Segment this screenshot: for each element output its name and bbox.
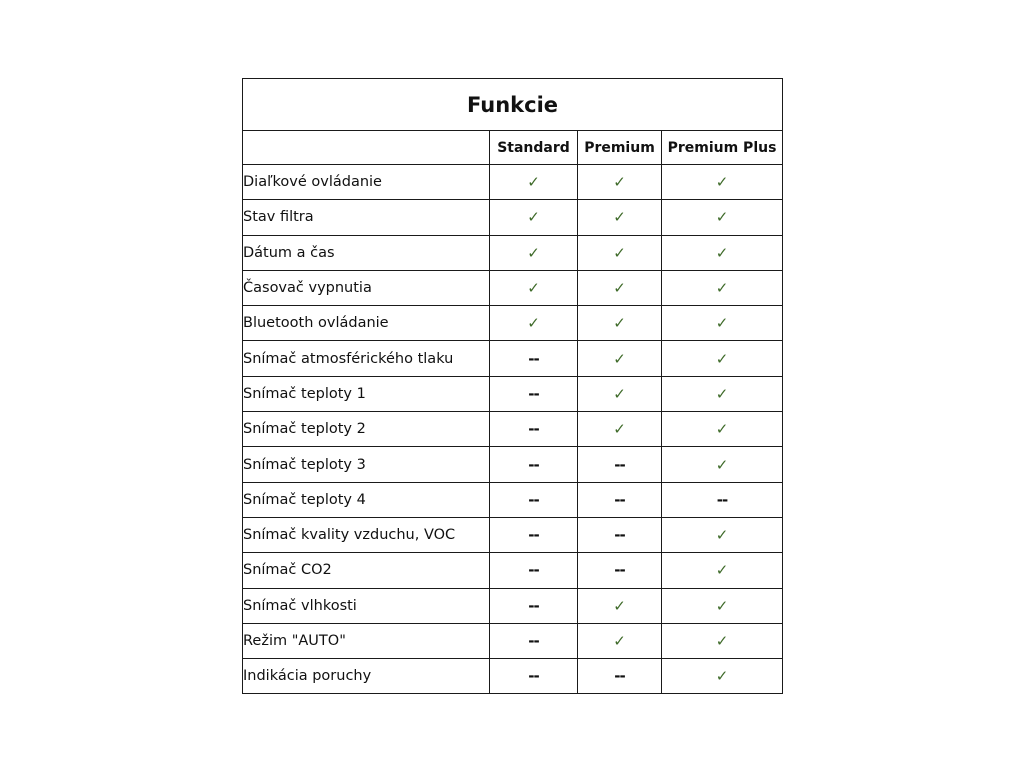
not-available-dash: --	[578, 659, 662, 694]
not-available-dash: --	[662, 482, 783, 517]
not-available-dash: --	[490, 588, 578, 623]
check-icon: ✓	[662, 447, 783, 482]
check-icon: ✓	[578, 200, 662, 235]
feature-name: Režim "AUTO"	[243, 623, 490, 658]
column-header-standard: Standard	[490, 131, 578, 165]
feature-name: Snímač teploty 4	[243, 482, 490, 517]
feature-name: Snímač kvality vzduchu, VOC	[243, 517, 490, 552]
feature-name: Snímač vlhkosti	[243, 588, 490, 623]
feature-name: Bluetooth ovládanie	[243, 306, 490, 341]
check-icon: ✓	[662, 553, 783, 588]
check-icon: ✓	[662, 412, 783, 447]
not-available-dash: --	[490, 482, 578, 517]
check-icon: ✓	[490, 165, 578, 200]
check-icon: ✓	[662, 270, 783, 305]
feature-name: Diaľkové ovládanie	[243, 165, 490, 200]
feature-name: Indikácia poruchy	[243, 659, 490, 694]
not-available-dash: --	[490, 447, 578, 482]
check-icon: ✓	[490, 270, 578, 305]
feature-name: Snímač teploty 3	[243, 447, 490, 482]
check-icon: ✓	[490, 235, 578, 270]
table-row	[243, 517, 783, 552]
column-header-premium-plus: Premium Plus	[662, 131, 783, 165]
not-available-dash: --	[578, 553, 662, 588]
check-icon: ✓	[578, 341, 662, 376]
check-icon: ✓	[578, 235, 662, 270]
not-available-dash: --	[578, 517, 662, 552]
not-available-dash: --	[490, 659, 578, 694]
header-row	[243, 131, 783, 165]
column-header-feature	[243, 131, 490, 165]
not-available-dash: --	[490, 341, 578, 376]
feature-table	[242, 78, 783, 694]
not-available-dash: --	[578, 447, 662, 482]
table-row	[243, 659, 783, 694]
table-row	[243, 376, 783, 411]
check-icon: ✓	[662, 200, 783, 235]
table-body	[243, 165, 783, 694]
feature-comparison	[242, 78, 782, 694]
check-icon: ✓	[578, 376, 662, 411]
feature-name: Snímač atmosférického tlaku	[243, 341, 490, 376]
check-icon: ✓	[578, 270, 662, 305]
check-icon: ✓	[662, 659, 783, 694]
check-icon: ✓	[490, 200, 578, 235]
check-icon: ✓	[662, 165, 783, 200]
table-row	[243, 306, 783, 341]
table-row	[243, 412, 783, 447]
check-icon: ✓	[490, 306, 578, 341]
check-icon: ✓	[578, 588, 662, 623]
feature-name: Snímač CO2	[243, 553, 490, 588]
check-icon: ✓	[578, 412, 662, 447]
column-header-premium: Premium	[578, 131, 662, 165]
table-row	[243, 235, 783, 270]
table-row	[243, 447, 783, 482]
table-row	[243, 341, 783, 376]
not-available-dash: --	[490, 553, 578, 588]
table-row	[243, 482, 783, 517]
check-icon: ✓	[662, 588, 783, 623]
table-row	[243, 588, 783, 623]
check-icon: ✓	[662, 306, 783, 341]
check-icon: ✓	[662, 341, 783, 376]
check-icon: ✓	[578, 306, 662, 341]
check-icon: ✓	[662, 376, 783, 411]
not-available-dash: --	[490, 623, 578, 658]
check-icon: ✓	[578, 623, 662, 658]
table-title: Funkcie	[243, 79, 783, 131]
table-row	[243, 165, 783, 200]
table-row	[243, 623, 783, 658]
table-row	[243, 270, 783, 305]
table-row	[243, 200, 783, 235]
not-available-dash: --	[490, 412, 578, 447]
check-icon: ✓	[662, 623, 783, 658]
not-available-dash: --	[490, 376, 578, 411]
feature-name: Snímač teploty 1	[243, 376, 490, 411]
feature-name: Snímač teploty 2	[243, 412, 490, 447]
feature-name: Stav filtra	[243, 200, 490, 235]
feature-name: Časovač vypnutia	[243, 270, 490, 305]
check-icon: ✓	[662, 517, 783, 552]
not-available-dash: --	[578, 482, 662, 517]
feature-name: Dátum a čas	[243, 235, 490, 270]
table-row	[243, 553, 783, 588]
check-icon: ✓	[662, 235, 783, 270]
not-available-dash: --	[490, 517, 578, 552]
check-icon: ✓	[578, 165, 662, 200]
